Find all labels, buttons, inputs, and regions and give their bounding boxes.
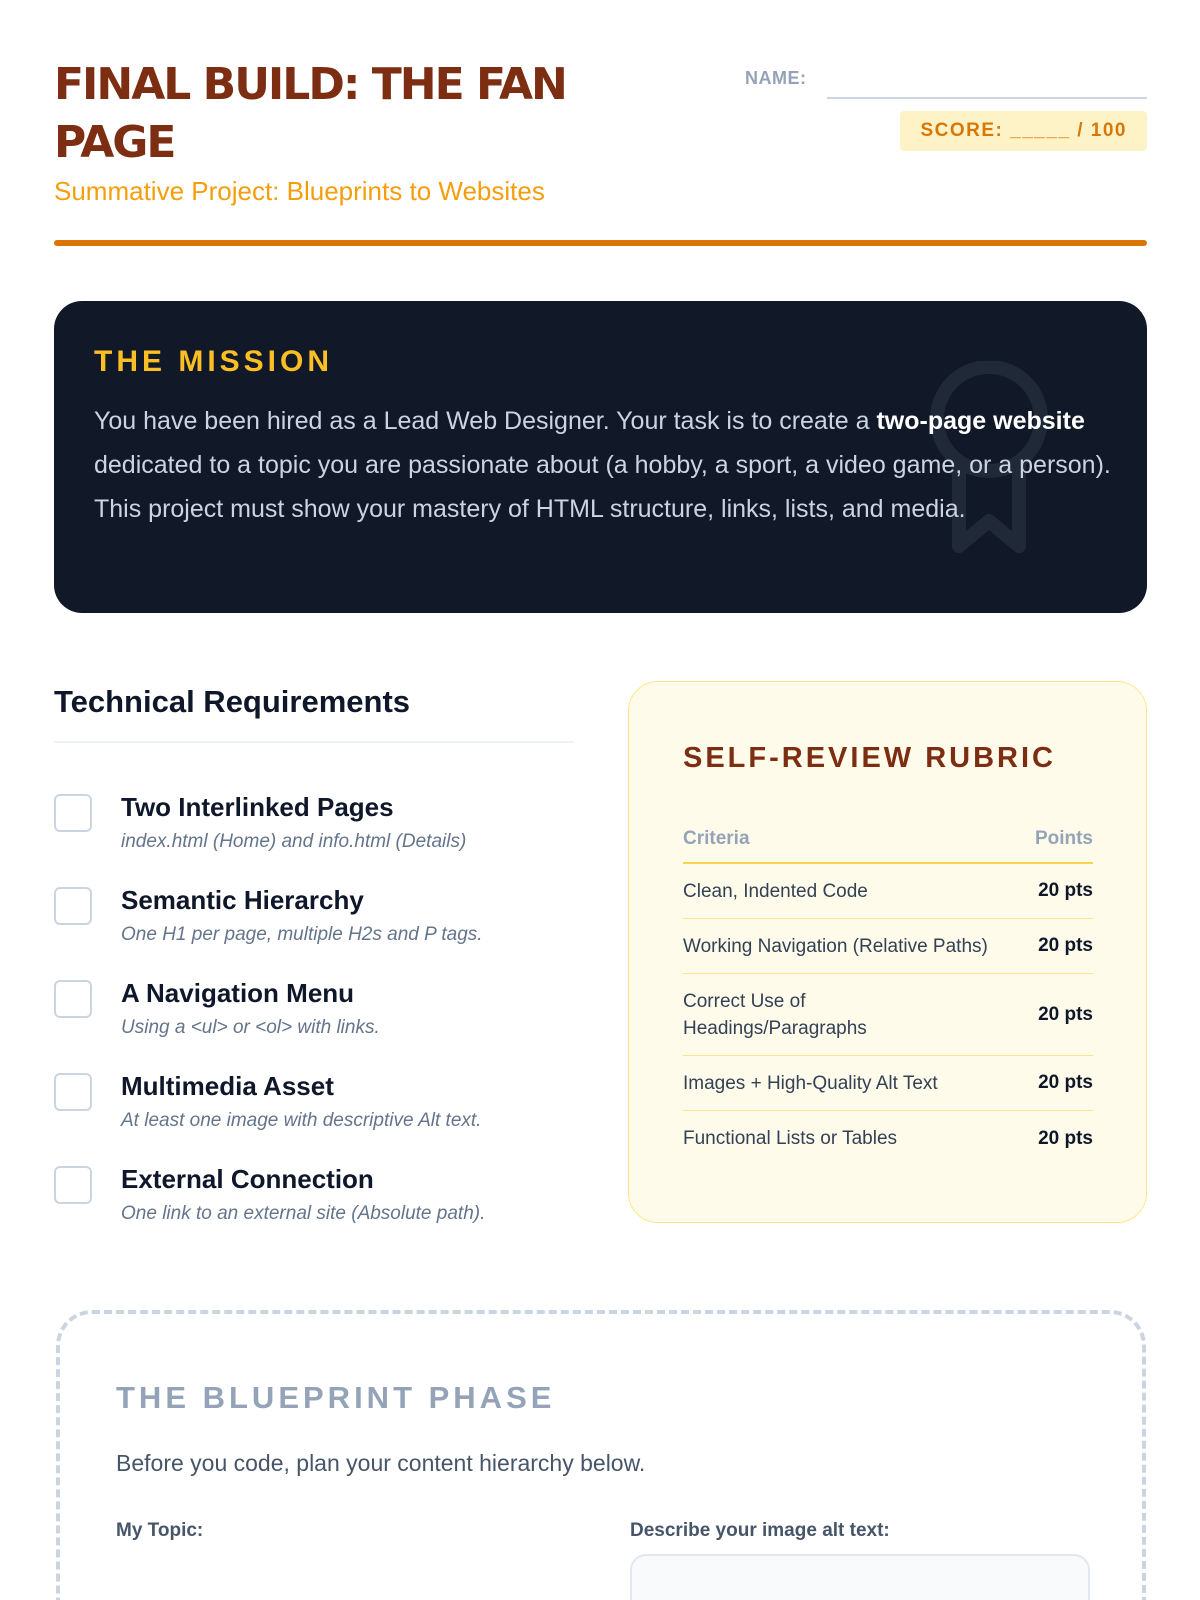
page-header (54, 56, 1147, 248)
requirement-checkbox[interactable] (54, 887, 92, 925)
requirement-name: Semantic Hierarchy (121, 885, 364, 915)
rubric-points: 20 pts (1038, 1072, 1093, 1093)
blueprint-intro: Before you code, plan your content hierarchy below. (116, 1450, 646, 1476)
requirement-checkbox[interactable] (54, 980, 92, 1018)
alt-text-label: Describe your image alt text: (630, 1520, 890, 1541)
rubric-criteria: Correct Use of Headings/Paragraphs (683, 991, 867, 1039)
page-title: FINAL BUILD: THE FAN PAGE (54, 59, 566, 168)
requirement-item (54, 978, 594, 1048)
blueprint-title: THE BLUEPRINT PHASE (116, 1380, 556, 1415)
requirements-title: Technical Requirements (54, 684, 411, 719)
requirement-item (54, 1164, 594, 1234)
requirement-name: Multimedia Asset (121, 1071, 334, 1101)
rubric-points-header: Points (1034, 828, 1093, 849)
rubric-points: 20 pts (1038, 880, 1093, 901)
mission-text: You have been hired as a Lead Web Designer. Your task is to create a two-page website dedicated to a topic you are passionate about (a hobby, a sport, a video game, or a person). This project must show your mastery of HTML structure, links, lists, and media. (94, 407, 1111, 523)
requirement-name: A Navigation Menu (121, 978, 355, 1008)
rubric-table (683, 816, 1093, 1166)
requirement-item (54, 1071, 594, 1141)
rubric-row (683, 974, 1093, 1056)
requirement-desc: index.html (Home) and info.html (Details) (121, 831, 467, 852)
rubric-row (683, 864, 1093, 919)
mission-title: THE MISSION (94, 345, 334, 378)
rubric-row (683, 1111, 1093, 1166)
rubric-header-row (683, 816, 1093, 864)
name-field[interactable] (827, 97, 1147, 99)
topic-label: My Topic: (116, 1520, 204, 1541)
requirement-desc: One H1 per page, multiple H2s and P tags. (121, 924, 483, 945)
rubric-criteria: Working Navigation (Relative Paths) (683, 936, 988, 957)
requirement-item (54, 792, 594, 862)
requirement-desc: One link to an external site (Absolute path). (121, 1203, 486, 1224)
rubric-criteria: Functional Lists or Tables (683, 1128, 898, 1149)
header-divider (54, 240, 1147, 246)
name-label: NAME: (745, 68, 807, 88)
alt-text-input[interactable] (630, 1554, 1090, 1600)
requirement-checkbox[interactable] (54, 1166, 92, 1204)
rubric-card (628, 681, 1147, 1223)
requirement-desc: Using a <ul> or <ol> with links. (121, 1017, 380, 1038)
mission-emphasis: two-page website (876, 407, 1085, 435)
requirement-checkbox[interactable] (54, 794, 92, 832)
rubric-row (683, 1056, 1093, 1111)
requirement-name: Two Interlinked Pages (121, 792, 394, 822)
mission-card (54, 301, 1147, 613)
requirement-checkbox[interactable] (54, 1073, 92, 1111)
rubric-title: SELF-REVIEW RUBRIC (683, 742, 1056, 774)
page-subtitle: Summative Project: Blueprints to Websites (54, 176, 545, 206)
rubric-row (683, 919, 1093, 974)
rubric-points: 20 pts (1038, 1003, 1093, 1025)
rubric-criteria: Clean, Indented Code (683, 881, 868, 902)
name-row (745, 62, 1147, 98)
score-badge: SCORE: _____ / 100 (900, 111, 1147, 151)
rubric-points: 20 pts (1038, 1127, 1093, 1149)
blueprint-section (56, 1310, 1146, 1600)
requirement-name: External Connection (121, 1164, 374, 1194)
rubric-points: 20 pts (1038, 935, 1093, 956)
rubric-criteria: Images + High-Quality Alt Text (683, 1073, 938, 1094)
requirement-desc: At least one image with descriptive Alt text. (121, 1110, 482, 1131)
requirement-item (54, 885, 594, 955)
requirements-divider (54, 741, 574, 743)
rubric-criteria-header: Criteria (683, 828, 750, 849)
